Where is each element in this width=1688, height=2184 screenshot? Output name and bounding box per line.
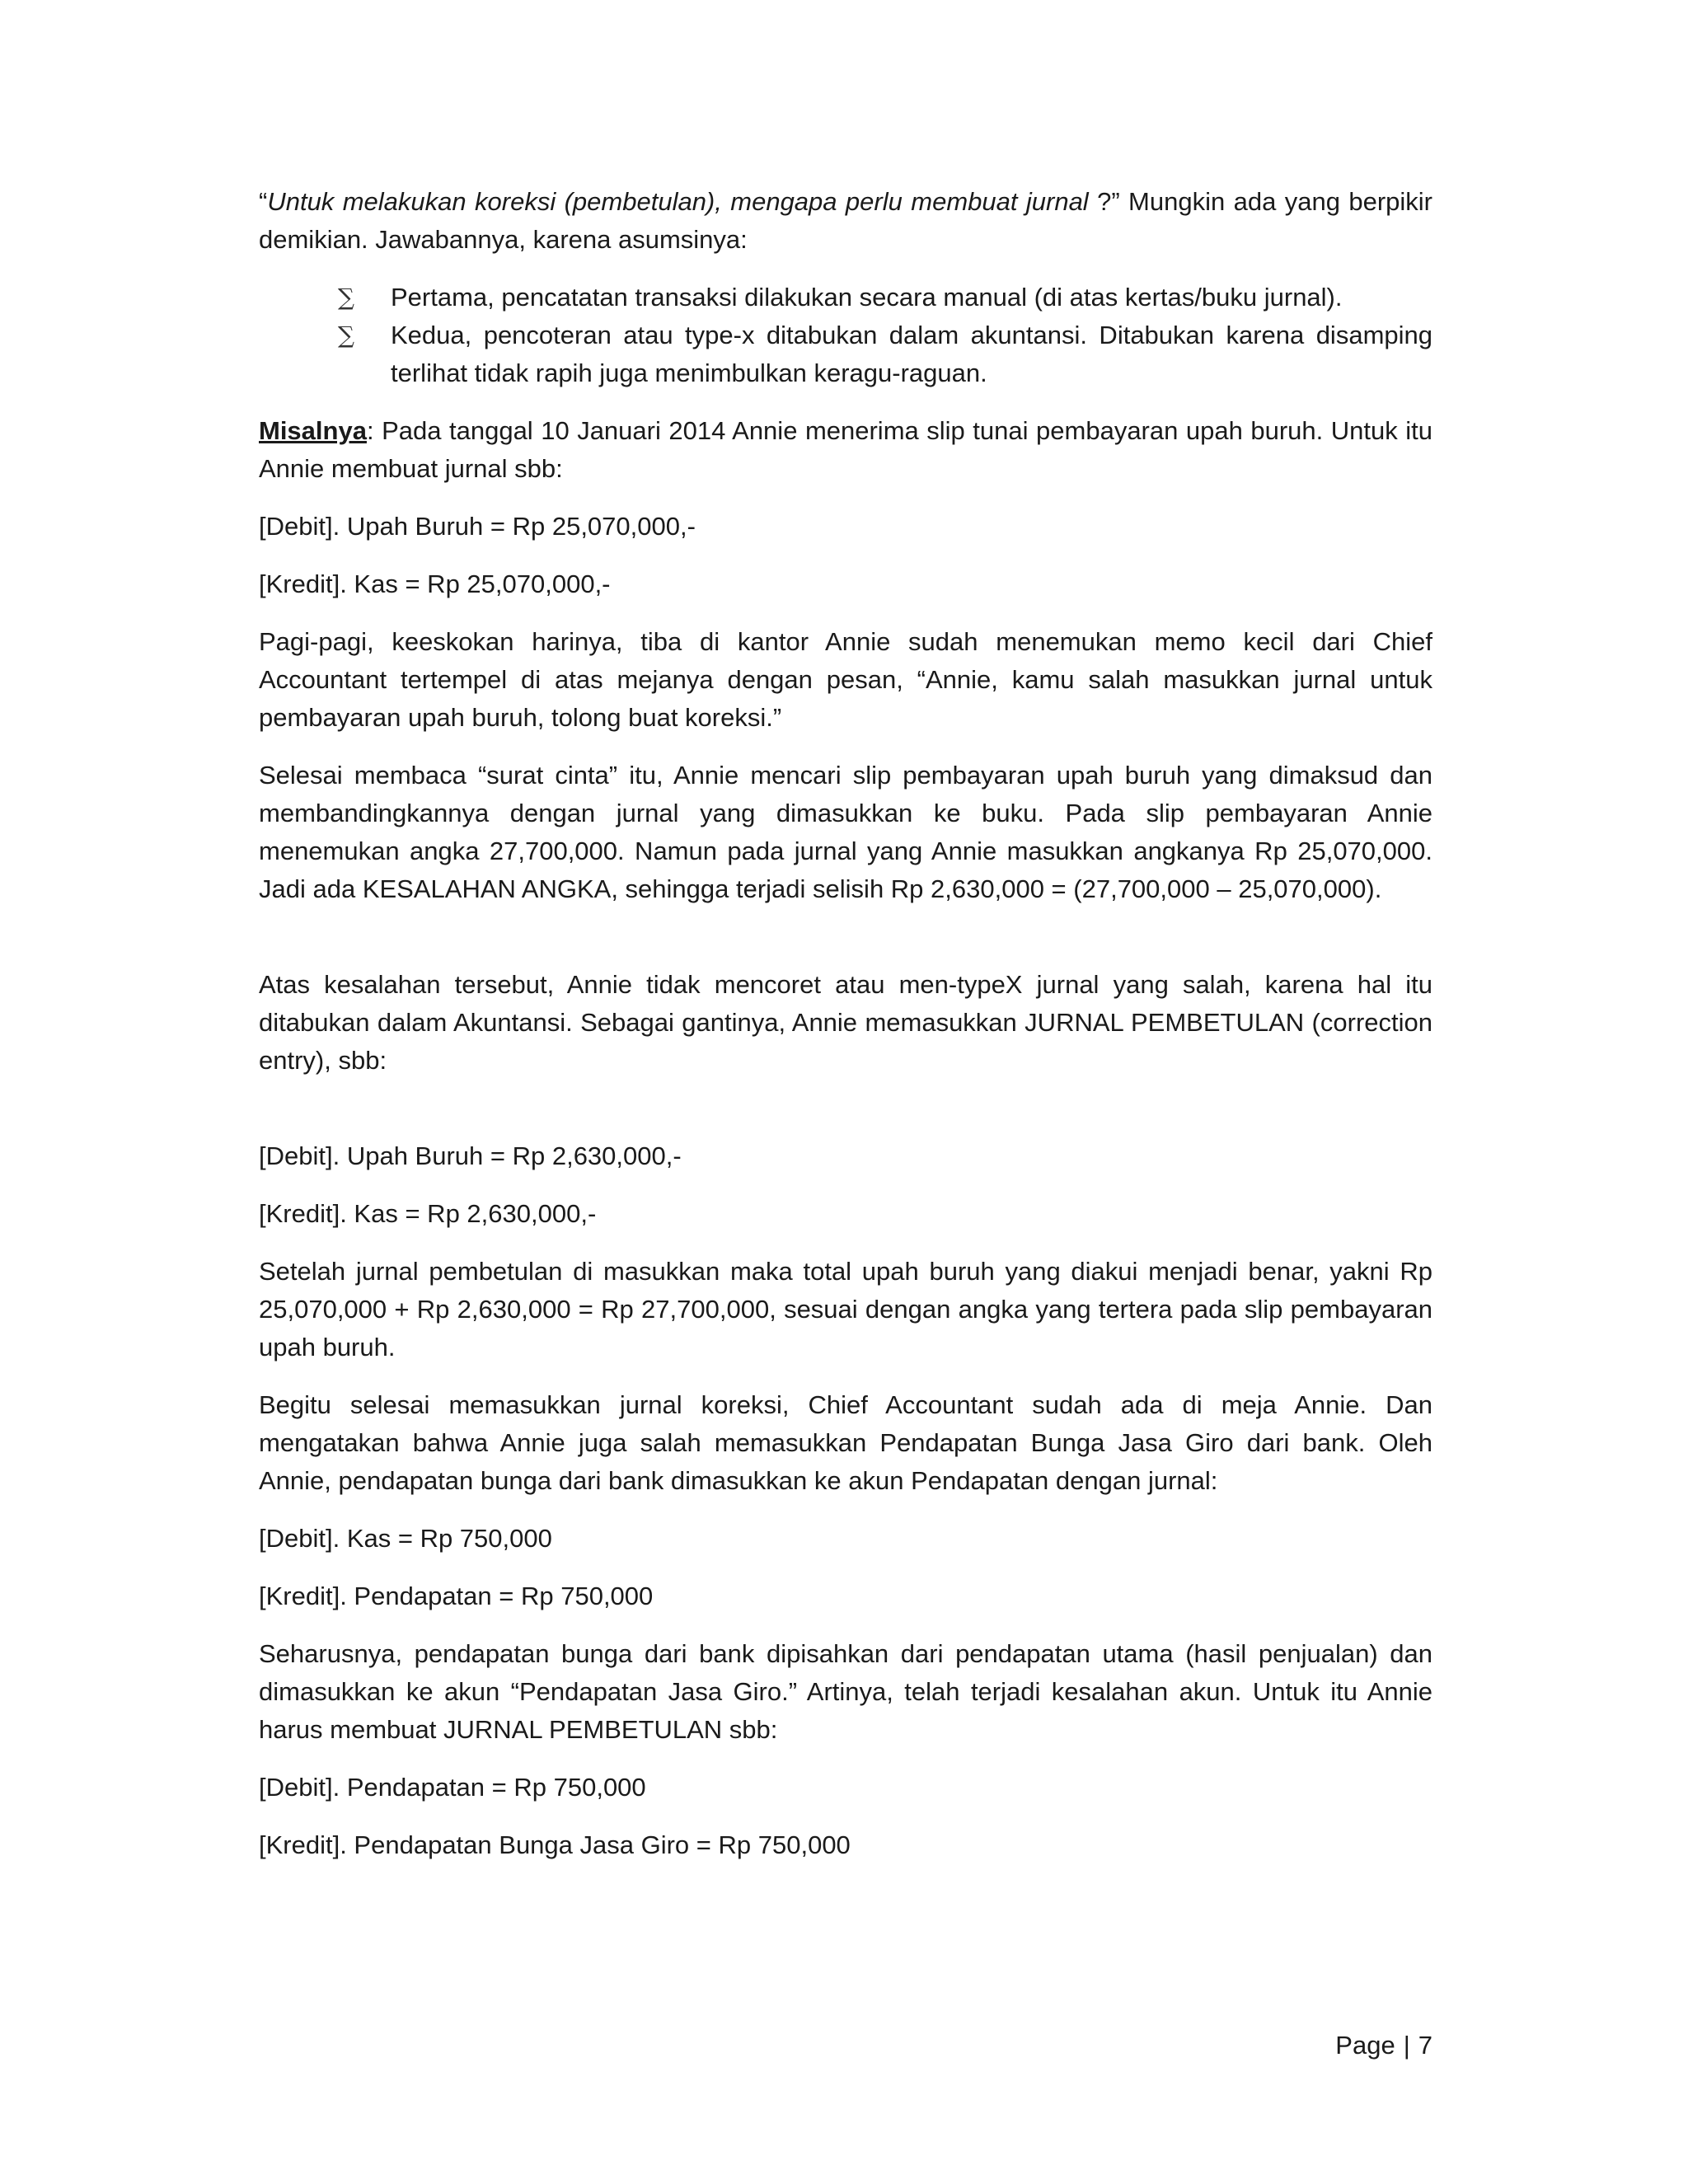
page-label: Page <box>1335 2031 1395 2060</box>
footer-separator: | <box>1403 2031 1410 2060</box>
reasons-list <box>259 279 1432 392</box>
account-error-paragraph: Seharusnya, pendapatan bunga dari bank dipisahkan dari pendapatan utama (hasil penjualan) dan dimasukkan ke akun “Pendapatan Jasa Giro.” Artinya, telah terjadi kesalahan akun. Untuk itu Annie harus membuat JURNAL PEMBETULAN sbb: <box>259 1639 1432 1744</box>
journal-credit-entry: [Kredit]. Pendapatan Bunga Jasa Giro = Rp 750,000 <box>259 1830 851 1859</box>
example-paragraph <box>259 412 1432 488</box>
example-label: Misalnya <box>259 416 367 445</box>
journal-credit-entry: [Kredit]. Kas = Rp 25,070,000,- <box>259 569 611 598</box>
example-text: : Pada tanggal 10 Januari 2014 Annie menerima slip tunai pembayaran upah buruh. Untuk itu Annie membuat jurnal sbb: <box>259 416 1432 483</box>
journal-debit-entry: [Debit]. Upah Buruh = Rp 25,070,000,- <box>259 512 696 541</box>
second-error-paragraph: Begitu selesai memasukkan jurnal koreksi, Chief Accountant sudah ada di meja Annie. Dan mengatakan bahwa Annie juga salah memasukkan Pendapatan Bunga Jasa Giro dari bank. Oleh Annie, pendapatan bunga dari bank dimasukkan ke akun Pendapatan dengan jurnal: <box>259 1390 1432 1495</box>
page-number-footer <box>1335 2029 1432 2062</box>
list-item <box>259 316 1432 392</box>
journal-credit-entry: [Kredit]. Kas = Rp 2,630,000,- <box>259 1199 597 1228</box>
comparison-paragraph: Selesai membaca “surat cinta” itu, Annie mencari slip pembayaran upah buruh yang dimaksud dan membandingkannya dengan jurnal yang dimasukkan ke buku. Pada slip pembayaran Annie menemukan angka 27,700,000. Namun pada jurnal yang Annie masukkan angkanya Rp 25,070,000. Jadi ada KESALAHAN ANGKA, sehingga terjadi selisih Rp 2,630,000 = (27,700,000 – 25,070,000). <box>259 761 1432 903</box>
list-item <box>259 279 1432 316</box>
intro-paragraph: “Untuk melakukan koreksi (pembetulan), mengapa perlu membuat jurnal ?” Mungkin ada yang berpikir demikian. Jawabannya, karena asumsinya: <box>259 187 1433 254</box>
intro-question-rest: ?” Mungkin ada yang berpikir demikian. Jawabannya, karena asumsinya: <box>259 187 1433 254</box>
result-paragraph: Setelah jurnal pembetulan di masukkan maka total upah buruh yang diakui menjadi benar, yakni Rp 25,070,000 + Rp 2,630,000 = Rp 27,700,000, sesuai dengan angka yang tertera pada slip pembayaran upah buruh. <box>259 1257 1432 1361</box>
intro-question: Untuk melakukan koreksi (pembetulan), mengapa perlu membuat jurnal <box>267 187 1089 216</box>
list-item-text: Kedua, pencoteran atau type-x ditabukan dalam akuntansi. Ditabukan karena disamping terlihat tidak rapih juga menimbulkan keragu-raguan. <box>391 321 1432 387</box>
journal-debit-entry: [Debit]. Kas = Rp 750,000 <box>259 1524 552 1553</box>
journal-credit-entry: [Kredit]. Pendapatan = Rp 750,000 <box>259 1582 654 1610</box>
journal-debit-entry: [Debit]. Upah Buruh = Rp 2,630,000,- <box>259 1141 682 1170</box>
sigma-bullet-icon: ∑ <box>338 321 354 349</box>
page-content <box>259 183 1432 1884</box>
page-number: 7 <box>1418 2031 1432 2060</box>
correction-intro-paragraph: Atas kesalahan tersebut, Annie tidak mencoret atau men-typeX jurnal yang salah, karena hal itu ditabukan dalam Akuntansi. Sebagai gantinya, Annie memasukkan JURNAL PEMBETULAN (correction entry), sbb: <box>259 970 1432 1075</box>
memo-paragraph: Pagi-pagi, keeskokan harinya, tiba di kantor Annie sudah menemukan memo kecil dari Chief Accountant tertempel di atas mejanya dengan pesan, “Annie, kamu salah masukkan jurnal untuk pembayaran upah buruh, tolong buat koreksi.” <box>259 627 1432 732</box>
list-item-text: Pertama, pencatatan transaksi dilakukan secara manual (di atas kertas/buku jurnal). <box>391 283 1343 312</box>
sigma-bullet-icon: ∑ <box>338 284 354 311</box>
journal-debit-entry: [Debit]. Pendapatan = Rp 750,000 <box>259 1773 646 1802</box>
